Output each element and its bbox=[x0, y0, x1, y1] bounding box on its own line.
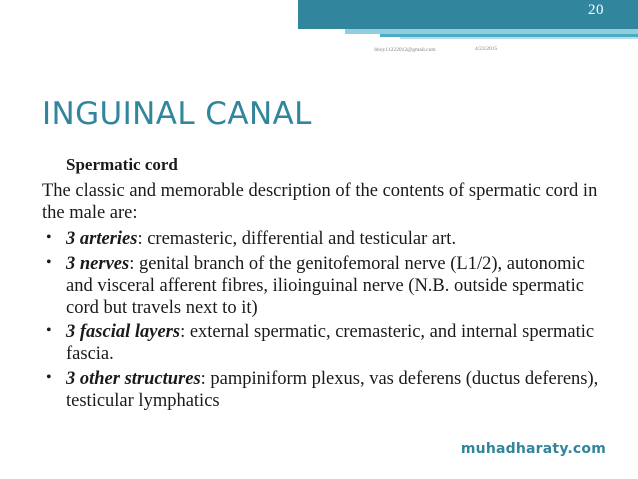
list-item-text: : cremasteric, differential and testicular art. bbox=[137, 229, 457, 250]
list-item-text: : pampiniform plexus, vas deferens (ductus deferens), testicular lymphatics bbox=[66, 368, 599, 411]
slide-number: 20 bbox=[588, 2, 604, 18]
slide-body bbox=[42, 155, 602, 414]
header-date: 4/23/2015 bbox=[475, 46, 498, 52]
footer-watermark: muhadharaty.com bbox=[460, 441, 606, 457]
list-item bbox=[42, 368, 602, 412]
list-item-text: : external spermatic, cremasteric, and internal spermatic fascia. bbox=[66, 322, 595, 365]
list-item-lead: 3 other structures bbox=[66, 368, 201, 389]
page-title: INGUINAL CANAL bbox=[42, 96, 312, 132]
list-item-lead: 3 fascial layers bbox=[66, 322, 181, 343]
header-band-primary bbox=[298, 0, 638, 29]
list-item-text: : genital branch of the genitofemoral nerve (L1/2), autonomic and visceral afferent fibres, ilioinguinal nerve (N.B. outside spermatic cord but travels next to it) bbox=[66, 253, 585, 318]
list-item-lead: 3 arteries bbox=[66, 229, 138, 250]
body-subhead: Spermatic cord bbox=[66, 155, 178, 174]
slide-header-band bbox=[0, 0, 638, 46]
list-item-lead: 3 nerves bbox=[66, 253, 130, 274]
body-paragraph: The classic and memorable description of the contents of spermatic cord in the male are: bbox=[42, 181, 598, 224]
list-item bbox=[42, 228, 602, 250]
header-meta bbox=[355, 46, 545, 54]
bullet-list bbox=[42, 228, 602, 412]
list-item bbox=[42, 253, 602, 320]
header-email: bboy11222012@gmail.com bbox=[374, 47, 436, 53]
list-item bbox=[42, 321, 602, 365]
header-band-stripe-pale bbox=[400, 37, 638, 39]
